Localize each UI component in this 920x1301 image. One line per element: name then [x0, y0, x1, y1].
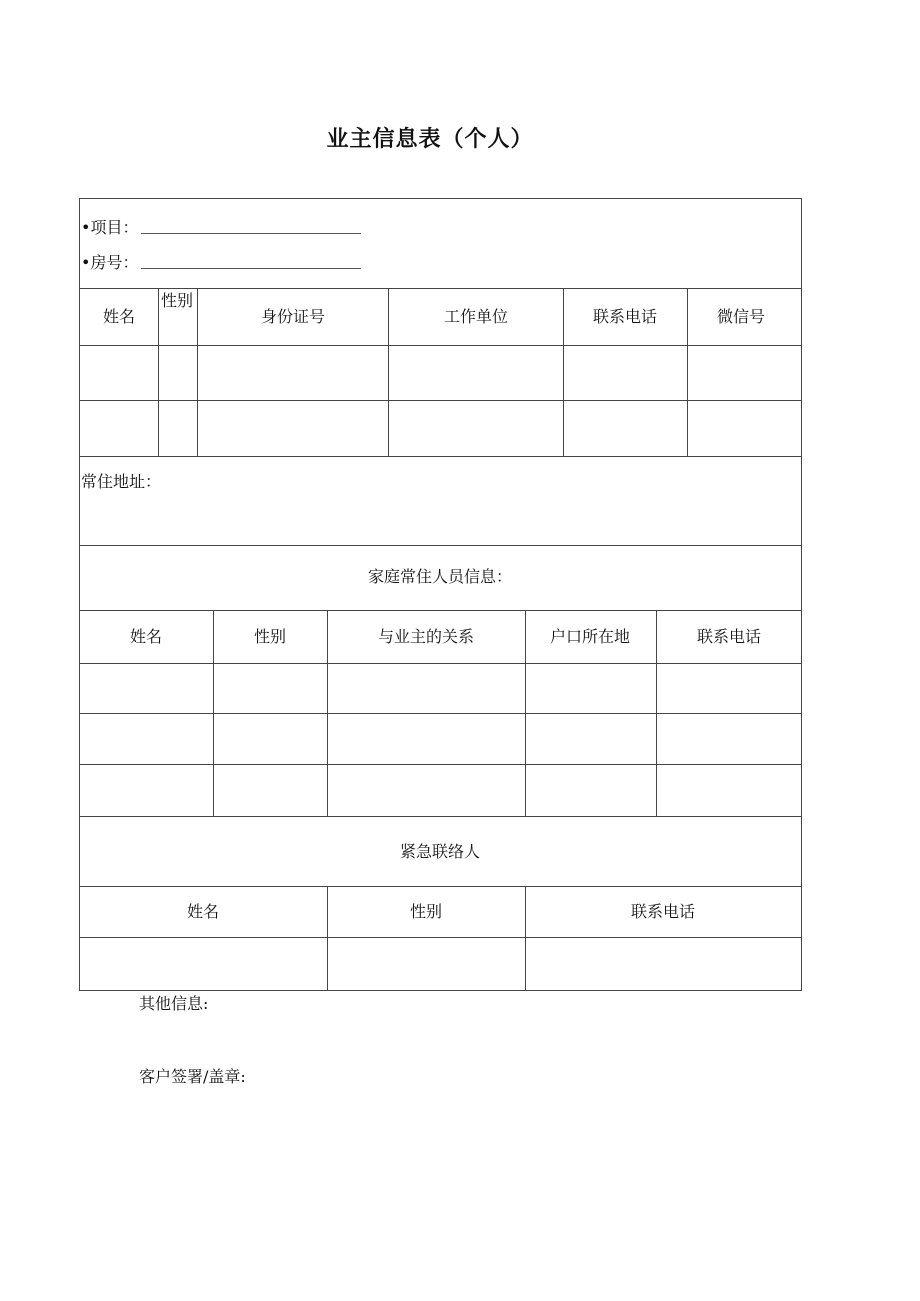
emergency-col-gender: 性别 [409, 902, 443, 921]
family-row[interactable] [80, 765, 801, 816]
emergency-section-heading: 紧急联络人 [399, 842, 481, 861]
project-input[interactable] [141, 233, 361, 234]
owner-phone-cell[interactable] [564, 401, 687, 456]
emergency-phone-cell[interactable] [526, 938, 801, 990]
divider [79, 886, 802, 887]
family-row[interactable] [80, 714, 801, 764]
family-row[interactable] [80, 664, 801, 713]
divider [79, 816, 802, 817]
divider [79, 288, 802, 289]
family-col-relationship: 与业主的关系 [377, 627, 475, 646]
room-label: •房号： [81, 253, 139, 272]
owner-name-cell[interactable] [80, 401, 158, 456]
owner-col-employer: 工作单位 [443, 307, 509, 326]
room-input[interactable] [141, 268, 361, 269]
divider [79, 610, 802, 611]
owner-phone-cell[interactable] [564, 346, 687, 400]
owner-col-id-number: 身份证号 [260, 307, 326, 326]
emergency-col-phone: 联系电话 [630, 902, 696, 921]
signature-label: 客户签署/盖章: [139, 1067, 246, 1086]
divider [79, 456, 802, 457]
family-section-heading: 家庭常住人员信息： [367, 567, 513, 586]
page-title: 业主信息表（个人） [326, 127, 534, 152]
emergency-gender-cell[interactable] [328, 938, 525, 990]
owner-col-gender: 性别 [161, 291, 194, 310]
form-border-left [79, 198, 80, 991]
emergency-col-name: 姓名 [186, 902, 220, 921]
address-label: 常住地址： [81, 472, 162, 491]
form-border-top [79, 198, 802, 199]
owner-id-cell[interactable] [198, 346, 388, 400]
owner-col-name: 姓名 [102, 307, 136, 326]
owner-wechat-cell[interactable] [688, 401, 801, 456]
owner-info-form [79, 198, 802, 991]
owner-gender-cell[interactable] [159, 401, 197, 456]
family-col-phone: 联系电话 [696, 627, 762, 646]
owner-col-phone: 联系电话 [592, 307, 658, 326]
project-label: •项目： [81, 218, 139, 237]
other-info-label: 其他信息: [139, 994, 209, 1013]
divider [79, 545, 802, 546]
owner-gender-cell[interactable] [159, 346, 197, 400]
form-border-right [801, 198, 802, 991]
owner-employer-cell[interactable] [389, 401, 563, 456]
owner-id-cell[interactable] [198, 401, 388, 456]
family-col-name: 姓名 [129, 627, 163, 646]
address-field[interactable] [80, 496, 801, 544]
owner-name-cell[interactable] [80, 346, 158, 400]
family-col-gender: 性别 [253, 627, 287, 646]
family-col-hukou: 户口所在地 [549, 627, 631, 646]
owner-wechat-cell[interactable] [688, 346, 801, 400]
owner-col-wechat: 微信号 [716, 307, 766, 326]
emergency-name-cell[interactable] [80, 938, 327, 990]
form-border-bottom [79, 990, 802, 991]
owner-employer-cell[interactable] [389, 346, 563, 400]
